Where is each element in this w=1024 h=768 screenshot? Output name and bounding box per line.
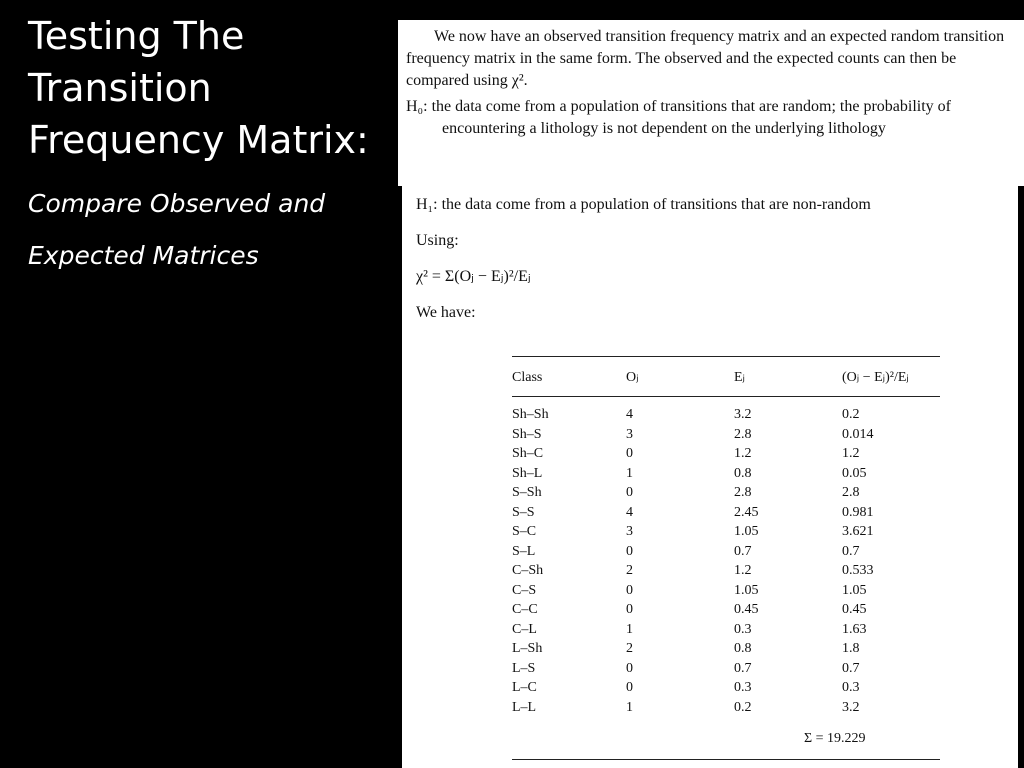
cell-expected: 0.3 (734, 680, 752, 695)
table-row (512, 522, 940, 542)
cell-expected: 0.8 (734, 641, 752, 656)
cell-class: Sh–S (512, 426, 542, 442)
cell-chi-component: 0.45 (842, 602, 867, 617)
cell-chi-component: 3.2 (842, 699, 860, 715)
table-row (512, 503, 940, 523)
cell-class: L–L (512, 699, 537, 715)
cell-chi-component: 1.2 (842, 446, 860, 461)
cell-chi-component: 0.2 (842, 407, 860, 422)
cell-observed: 0 (626, 582, 633, 598)
cell-expected: 0.3 (734, 621, 752, 637)
header-class: Class (512, 357, 626, 397)
title-line: Transition (28, 66, 212, 110)
cell-expected: 0.7 (734, 543, 752, 559)
cell-expected: 1.2 (734, 563, 752, 578)
cell-observed: 1 (626, 465, 633, 481)
cell-observed: 3 (626, 524, 633, 539)
cell-class: S–Sh (512, 485, 542, 500)
table-row (512, 444, 940, 464)
table-row (512, 639, 940, 659)
subtitle-line: Compare Observed and (28, 189, 326, 218)
cell-expected: 0.45 (734, 602, 759, 617)
cell-chi-component: 0.981 (842, 504, 874, 520)
cell-observed: 0 (626, 543, 633, 559)
cell-chi-component: 0.05 (842, 465, 867, 481)
table-row (512, 542, 940, 562)
cell-chi-component: 3.621 (842, 524, 874, 539)
chi-square-table (512, 356, 940, 760)
h1-text: the data come from a population of transitions that are non-random (441, 196, 871, 213)
h1-label: H₁: (416, 196, 438, 213)
cell-observed: 0 (626, 446, 633, 461)
cell-class: L–Sh (512, 641, 543, 656)
cell-expected: 2.8 (734, 485, 752, 500)
cell-expected: 1.05 (734, 582, 759, 598)
cell-class: C–C (512, 602, 538, 617)
h0-text: the data come from a population of transitions that are random; the probability of encountering a lithology is not dependent on the underlying lithology (431, 98, 951, 137)
cell-chi-component: 0.7 (842, 543, 860, 559)
cell-expected: 0.8 (734, 465, 752, 481)
cell-class: L–C (512, 680, 537, 695)
table-header-row (512, 357, 940, 397)
cell-class: C–L (512, 621, 537, 637)
cell-observed: 3 (626, 426, 633, 442)
cell-observed: 4 (626, 407, 633, 422)
table-row (512, 464, 940, 484)
alt-hypothesis (416, 194, 1018, 216)
cell-expected: 2.8 (734, 426, 752, 442)
cell-observed: 4 (626, 504, 633, 520)
scanned-text-top (398, 20, 1024, 186)
cell-chi-component: 1.8 (842, 641, 860, 656)
table-row (512, 659, 940, 679)
cell-expected: 0.2 (734, 699, 752, 715)
intro-paragraph: We now have an observed transition frequency matrix and an expected random transition frequency matrix in the same form. The observed and the expected counts can then be compared using χ². (406, 28, 1005, 89)
sum-value: Σ = 19.229 (734, 717, 940, 759)
cell-class: S–S (512, 504, 535, 520)
slide-title (28, 10, 388, 166)
using-label: Using: (416, 232, 459, 249)
table-row (512, 397, 940, 425)
we-have-label: We have: (416, 304, 476, 321)
cell-expected: 0.7 (734, 660, 752, 676)
cell-chi-component: 0.533 (842, 563, 874, 578)
cell-expected: 2.45 (734, 504, 759, 520)
cell-class: Sh–Sh (512, 407, 549, 422)
cell-observed: 2 (626, 641, 633, 656)
cell-class: S–L (512, 543, 536, 559)
cell-class: C–Sh (512, 563, 544, 578)
cell-observed: 1 (626, 621, 633, 637)
cell-chi-component: 1.05 (842, 582, 867, 598)
table-row (512, 425, 940, 445)
cell-class: S–C (512, 524, 537, 539)
cell-chi-component: 0.014 (842, 426, 874, 442)
cell-chi-component: 2.8 (842, 485, 860, 500)
cell-expected: 1.05 (734, 524, 759, 539)
cell-expected: 1.2 (734, 446, 752, 461)
table-body (512, 397, 940, 718)
null-hypothesis (406, 96, 1014, 140)
cell-chi-component: 1.63 (842, 621, 867, 637)
cell-class: Sh–C (512, 446, 544, 461)
cell-observed: 2 (626, 563, 633, 578)
table-row (512, 698, 940, 718)
cell-class: Sh–L (512, 465, 543, 481)
cell-observed: 0 (626, 680, 633, 695)
sum-spacer (512, 717, 626, 759)
h0-label: H₀: (406, 98, 428, 115)
table-row (512, 620, 940, 640)
title-line: Frequency Matrix: (28, 118, 369, 162)
cell-chi-component: 0.7 (842, 660, 860, 676)
table-row (512, 678, 940, 698)
cell-observed: 0 (626, 602, 633, 617)
sum-spacer (626, 717, 734, 759)
cell-chi-component: 0.3 (842, 680, 860, 695)
table-row (512, 581, 940, 601)
slide-subtitle (28, 178, 388, 282)
scanned-text-bottom (402, 186, 1018, 768)
cell-class: C–S (512, 582, 537, 598)
cell-observed: 0 (626, 485, 633, 500)
chi-square-formula: χ² = Σ(Oⱼ − Eⱼ)²/Eⱼ (416, 268, 531, 285)
table-row (512, 600, 940, 620)
table-row (512, 483, 940, 503)
cell-observed: 1 (626, 699, 633, 715)
title-line: Testing The (28, 14, 245, 58)
sum-row (512, 717, 940, 759)
header-chi-component: (Oⱼ − Eⱼ)²/Eⱼ (842, 357, 940, 397)
cell-expected: 3.2 (734, 407, 752, 422)
table-row (512, 561, 940, 581)
header-expected: Eⱼ (734, 357, 842, 397)
cell-class: L–S (512, 660, 536, 676)
subtitle-line: Expected Matrices (28, 241, 259, 270)
cell-observed: 0 (626, 660, 633, 676)
header-observed: Oⱼ (626, 357, 734, 397)
